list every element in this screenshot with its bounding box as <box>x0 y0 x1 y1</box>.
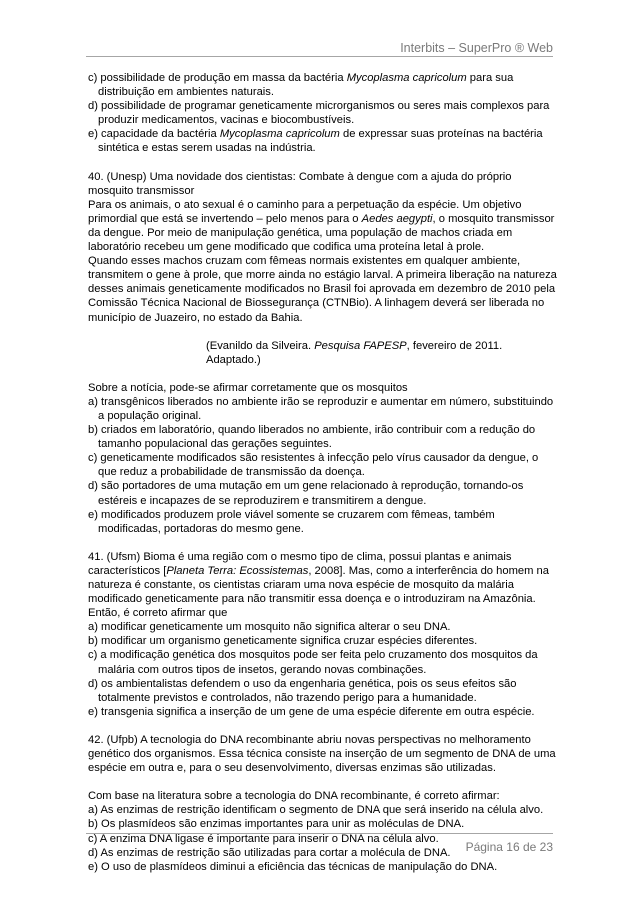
header-divider <box>86 56 553 57</box>
prev-option-e-italic: Mycoplasma capricolum <box>219 128 340 141</box>
q40-lead: (Unesp) Uma novidade dos cientistas: Combate à dengue com a ajuda do próprio mosquito transmissor <box>88 170 512 197</box>
q41-option-e: e) transgenia significa a inserção de um gene de uma espécie diferente em outra espécie. <box>88 705 535 718</box>
q40-p1-italic: Aedes aegypti <box>361 212 433 225</box>
q40-citation-text-end: , fevereiro de 2011. Adaptado.) <box>206 339 503 366</box>
spacer <box>88 367 558 381</box>
q41-lead: (Ufsm) Bioma é uma região com o mesmo tipo de clima, possui plantas e animais característicos [ <box>88 550 512 577</box>
q41-option-c: c) a modificação genética dos mosquitos pode ser feita pelo cruzamento dos mosquitos da malária com outros tipos de insetos, gerando novas combinações. <box>88 649 538 676</box>
q40-citation-italic: Pesquisa FAPESP <box>314 339 407 352</box>
q42-heading <box>88 733 558 775</box>
header-title: Interbits – SuperPro ® Web <box>400 41 553 55</box>
q40-option-e: e) modificados produzem prole viável somente se cruzarem com fêmeas, também modificadas, portadoras do mesmo gene. <box>88 508 495 535</box>
q41-option-d: d) os ambientalistas defendem o uso da engenharia genética, pois os seus efeitos são totalmente previstos e controlados, não trazendo perigo para a humanidade. <box>88 677 517 704</box>
q40-option-b: b) criados em laboratório, quando liberados no ambiente, irão contribuir com a redução do tamanho populacional das gerações seguintes. <box>88 424 536 451</box>
q41-lead-italic: Planeta Terra: Ecossistemas <box>166 564 309 577</box>
spacer <box>88 719 558 733</box>
spacer <box>88 536 558 550</box>
spacer <box>88 775 558 789</box>
prev-option-c <box>88 71 558 99</box>
prev-option-e <box>88 127 558 155</box>
prev-option-c-text-end: para sua distribuição em ambientes naturais. <box>98 72 514 99</box>
q41-lead-end: , 2008]. Mas, como a interferência do homem na natureza é constante, os cientistas criaram uma nova espécie de mosquito da malária modificado geneticamente para não transmitir essa doença e o introduziram na Amazônia. <box>88 564 549 606</box>
page-number: Página 16 de 23 <box>465 840 553 854</box>
q42-stem: Com base na literatura sobre a tecnologia do DNA recombinante, é correto afirmar: <box>88 790 500 803</box>
prev-option-c-text: c) possibilidade de produção em massa da bactéria <box>88 72 347 84</box>
q40-p1-text: Para os animais, o ato sexual é o caminho para a perpetuação da espécie. Um objetivo primordial que está se invertendo – pelo menos para o <box>88 198 522 225</box>
q41-option-a: a) modificar geneticamente um mosquito não significa alterar o seu DNA. <box>88 621 451 634</box>
q42-option-e: e) O uso de plasmídeos diminui a eficiência das técnicas de manipulação do DNA. <box>88 860 498 873</box>
q40-p1-text-end: , o mosquito transmissor da dengue. Por meio de manipulação genética, uma população de machos criada em laboratório recebeu um gene modificado que codifica uma proteína letal à prole. <box>88 212 555 254</box>
q40-citation-text: (Evanildo da Silveira. <box>206 339 315 352</box>
q42-lead: (Ufpb) A tecnologia do DNA recombinante abriu novas perspectivas no melhoramento genético dos organismos. Essa técnica consiste na inserção de um segmento de DNA de uma espécie em outra e, para o seu desenvolvimento, diversas enzimas são utilizadas. <box>88 733 556 775</box>
q40-citation <box>206 339 526 367</box>
q40-paragraph-2: Quando esses machos cruzam com fêmeas normais existentes em qualquer ambiente, transmitem o gene à prole, que morre ainda no estágio larval. A primeira liberação na natureza desses animais geneticamente modificados no Brasil foi aprovada em dezembro de 2010 pela Comissão Técnica Nacional de Biossegurança (CTNBio). A linhagem deverá ser liberada no município de Juazeiro, no estado da Bahia. <box>88 255 557 324</box>
spacer <box>88 325 558 339</box>
spacer <box>88 156 558 170</box>
q40-option-c: c) geneticamente modificados são resistentes à infecção pelo vírus causador da dengue, o que reduz a probabilidade de transmissão da doença. <box>88 452 539 479</box>
q40-number: 40. <box>88 170 104 183</box>
q42-option-b: b) Os plasmídeos são enzimas importantes para unir as moléculas de DNA. <box>88 818 465 831</box>
q40-stem: Sobre a notícia, pode-se afirmar corretamente que os mosquitos <box>88 381 408 394</box>
document-body <box>88 71 558 874</box>
footer-divider <box>86 833 553 834</box>
prev-option-e-text: e) capacidade da bactéria <box>88 128 220 141</box>
q40-paragraph-1 <box>88 198 558 254</box>
q42-number: 42. <box>88 733 104 746</box>
prev-option-c-italic: Mycoplasma capricolum <box>346 72 467 84</box>
q41-number: 41. <box>88 550 104 563</box>
q42-option-d: d) As enzimas de restrição são utilizadas para cortar a molécula de DNA. <box>88 846 451 859</box>
q41-heading <box>88 550 558 606</box>
q42-option-c: c) A enzima DNA ligase é importante para inserir o DNA na célula alvo. <box>88 832 439 845</box>
q42-option-a: a) As enzimas de restrição identificam o segmento de DNA que será inserido na célula alvo. <box>88 804 544 817</box>
prev-option-d: d) possibilidade de programar geneticamente microrganismos ou seres mais complexos para produzir medicamentos, vacinas e biocombustíveis. <box>88 100 550 127</box>
prev-option-e-text-end: de expressar suas proteínas na bactéria sintética e estas serem usadas na indústria. <box>98 128 543 155</box>
q41-stem: Então, é correto afirmar que <box>88 607 228 620</box>
q40-option-a: a) transgênicos liberados no ambiente irão se reproduzir e aumentar em número, substituindo a população original. <box>88 395 554 422</box>
q40-option-d: d) são portadores de uma mutação em um gene relacionado à reprodução, tornando-os estéreis e incapazes de se reproduzirem e transmitirem a dengue. <box>88 480 524 507</box>
q41-option-b: b) modificar um organismo geneticamente significa cruzar espécies diferentes. <box>88 635 478 648</box>
q40-heading <box>88 170 558 198</box>
